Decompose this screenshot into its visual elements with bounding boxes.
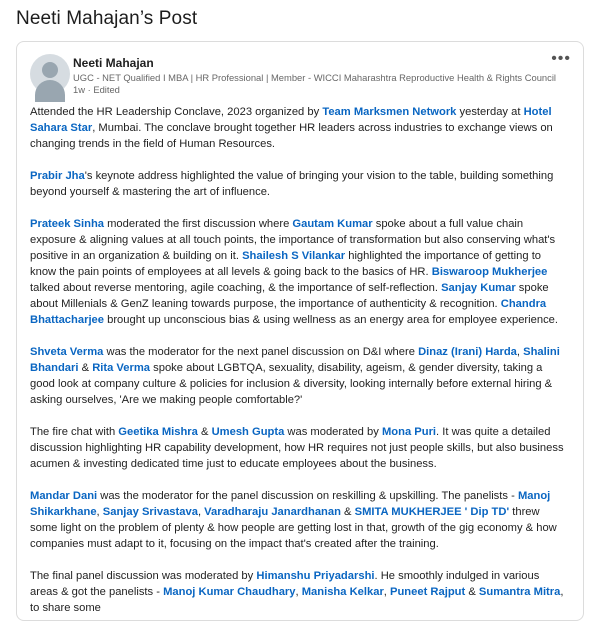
post-text: , [96,506,103,518]
post-paragraph [30,216,570,328]
post-body [30,104,570,632]
mention-link[interactable]: Manoj Shikarkhane [30,490,551,518]
post-text: spoke about a full value chain exposure & aligning values at all touch points, the importance of transformation but also conserving what's positive in an organization & building on it. [30,218,556,262]
more-options-button[interactable]: ••• [551,50,571,67]
mention-link[interactable]: Umesh Gupta [211,426,285,438]
post-paragraph [30,344,570,408]
post-text: was moderated by [284,426,382,438]
post-card [16,41,584,621]
post-text: , [383,586,391,598]
post-text: highlighted the importance of getting to know the pain points of employees at all levels & going back to the basics of HR. [30,250,542,278]
post-text: & [78,362,93,374]
post-text: , [197,506,205,518]
mention-link[interactable]: Mandar Dani [30,490,98,502]
mention-link[interactable]: Dinaz (Irani) Harda [418,346,517,358]
mention-link[interactable]: Sanjay Kumar [441,282,516,294]
mention-link[interactable]: Chandra Bhattacharjee [30,298,547,326]
post-paragraph [30,488,570,552]
avatar[interactable] [30,54,70,94]
mention-link[interactable]: Shveta Verma [30,346,104,358]
post-text: . It was quite a detailed discussion highlighting HR capability development, how HR requires not just people skills, but also business acumen & investing dedicated time just to educate employees about the business. [30,426,564,470]
author-name[interactable]: Neeti Mahajan [73,56,154,70]
post-text: The fire chat with [30,426,119,438]
post-text: talked about reverse mentoring, agile coaching, & the importance of self-reflection. [30,282,442,294]
mention-link[interactable]: Puneet Rajput [390,586,466,598]
mention-link[interactable]: Geetika Mishra [118,426,198,438]
post-text: , [295,586,302,598]
post-paragraph [30,168,570,200]
mention-link[interactable]: Shalini Bhandari [30,346,560,374]
mention-link[interactable]: SMITA MUKHERJEE ' Dip TD' [354,506,510,518]
post-text: spoke about LGBTQA, sexuality, disability, ageism, & gender diversity, taking a good look at company culture & policies for inclusion & diversity, looking internally before external hiring & asking ourselves, 'Are we making people comfortable?' [30,362,553,406]
mention-link[interactable]: Prateek Sinha [30,218,104,230]
post-text: moderated the first discussion where [104,218,293,230]
mention-link[interactable]: Mona Puri [381,426,437,438]
page-title: Neeti Mahajan’s Post [16,8,198,29]
mention-link[interactable]: Sanjay Srivastava [102,506,198,518]
mention-link[interactable]: Prabir Jha [30,170,85,182]
post-text: threw some light on the problem of plenty & how people are getting lost in that, growth of the gig economy & how companies must adapt to it, focusing on the impact that's created after the training. [30,506,557,550]
post-text: , to share some [30,586,564,614]
mention-link[interactable]: Gautam Kumar [292,218,373,230]
post-text: . He smoothly indulged in various areas & got the panelists - [30,570,540,598]
post-paragraph [30,568,570,616]
mention-link[interactable]: Shailesh S Vilankar [242,250,346,262]
post-meta: 1w · Edited [73,84,120,95]
post-text: & [197,426,212,438]
post-text: spoke about Millenials & GenZ leaning towards purpose, the importance of authenticity & recognition. [30,282,549,310]
post-text: The final panel discussion was moderated by [30,570,257,582]
post-text: & [465,586,479,598]
mention-link[interactable]: Himanshu Priyadarshi [256,570,375,582]
mention-link[interactable]: Sumantra Mitra [478,586,561,598]
mention-link[interactable]: Varadharaju Janardhanan [204,506,341,518]
mention-link[interactable]: Biswaroop Mukherjee [431,266,548,278]
post-paragraph [30,104,570,152]
post-text: 's keynote address highlighted the value of bringing your vision to the table, building something beyond yourself & mastering the art of influence. [30,170,554,198]
post-text: Attended the HR Leadership Conclave, 2023 organized by [30,106,323,118]
mention-link[interactable]: Rita Verma [92,362,151,374]
avatar-body-shape [35,80,65,102]
post-text: was the moderator for the panel discussion on reskilling & upskilling. The panelists - [97,490,518,502]
mention-link[interactable]: Manisha Kelkar [301,586,384,598]
post-text: , [516,346,524,358]
post-text: & [340,506,355,518]
post-text: , Mumbai. The conclave brought together HR leaders across industries to exchange views on changing trends in the field of Human Resources. [30,122,553,150]
mention-link[interactable]: Team Marksmen Network [322,106,457,118]
mention-link[interactable]: Manoj Kumar Chaudhary [163,586,296,598]
post-text: was the moderator for the next panel discussion on D&I where [103,346,419,358]
avatar-head-shape [42,62,58,78]
post-text: brought up unconscious bias & using wellness as an energy area for employee experience. [104,314,558,326]
author-headline: UGC - NET Qualified I MBA | HR Professional | Member - WICCI Maharashtra Reproductive Health & Rights Council [73,72,556,83]
post-text: yesterday at [456,106,524,118]
mention-link[interactable]: Hotel Sahara Star [30,106,552,134]
post-paragraph [30,424,570,472]
